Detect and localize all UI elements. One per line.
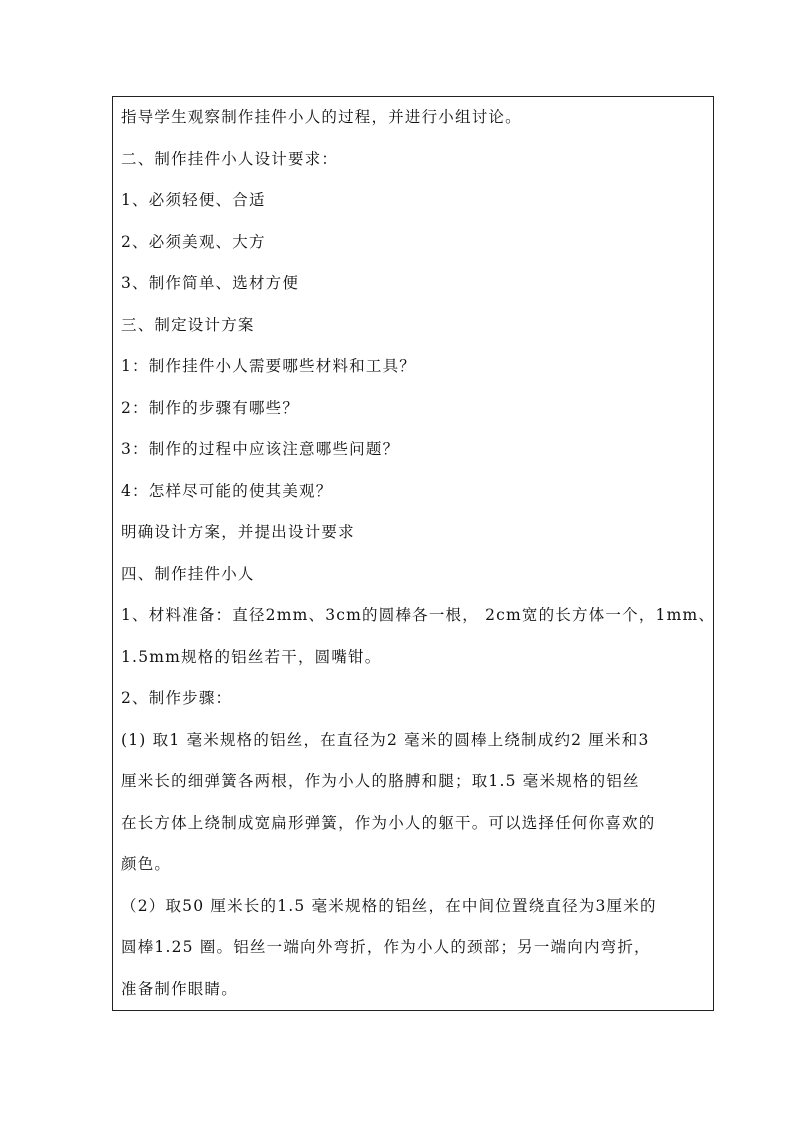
step2-line: 准备制作眼睛。 [121, 979, 238, 998]
step1-line: 颜色。 [121, 855, 172, 873]
section-heading-requirements: 二、制作挂件小人设计要求： [121, 149, 339, 168]
requirement-item: 2、必须美观、大方 [121, 232, 266, 251]
requirement-item: 3、制作简单、选材方便 [121, 274, 300, 292]
step1-line: (1) 取1 毫米规格的铝丝，在直径为2 毫米的圆棒上绕制成约2 厘米和3 [121, 730, 650, 749]
intro-line: 指导学生观察制作挂件小人的过程，并进行小组讨论。 [121, 108, 522, 126]
step1-line: 在长方体上绕制成宽扁形弹簧，作为小人的躯干。可以选择任何你喜欢的 [121, 813, 656, 832]
plan-question: 2：制作的步骤有哪些？ [121, 398, 300, 417]
step2-line: 圆棒1.25 圈。铝丝一端向外弯折，作为小人的颈部；另一端向内弯折， [121, 938, 651, 956]
content-table-cell [112, 96, 714, 1011]
materials-line-2: 1.5mm规格的铝丝若干，圆嘴钳。 [121, 647, 382, 666]
section-heading-making: 四、制作挂件小人 [121, 564, 255, 583]
section-heading-plan: 三、制定设计方案 [121, 315, 255, 334]
materials-line-1: 1、材料准备：直径2mm、3cm的圆棒各一根， 2cm宽的长方体一个，1mm、 [121, 606, 716, 624]
step2-line: （2）取50 厘米长的1.5 毫米规格的铝丝，在中间位置绕直径为3厘米的 [121, 896, 657, 915]
document-body [121, 103, 716, 1016]
plan-question: 4：怎样尽可能的使其美观？ [121, 481, 333, 500]
plan-question: 1：制作挂件小人需要哪些材料和工具？ [121, 357, 416, 375]
steps-heading: 2、制作步骤： [121, 689, 233, 707]
plan-question: 3：制作的过程中应该注意哪些问题？ [121, 440, 400, 458]
requirement-item: 1、必须轻便、合适 [121, 191, 266, 209]
step1-line: 厘米长的细弹簧各两根，作为小人的胳膊和腿；取1.5 毫米规格的铝丝 [121, 772, 640, 790]
plan-summary: 明确设计方案，并提出设计要求 [121, 523, 355, 541]
